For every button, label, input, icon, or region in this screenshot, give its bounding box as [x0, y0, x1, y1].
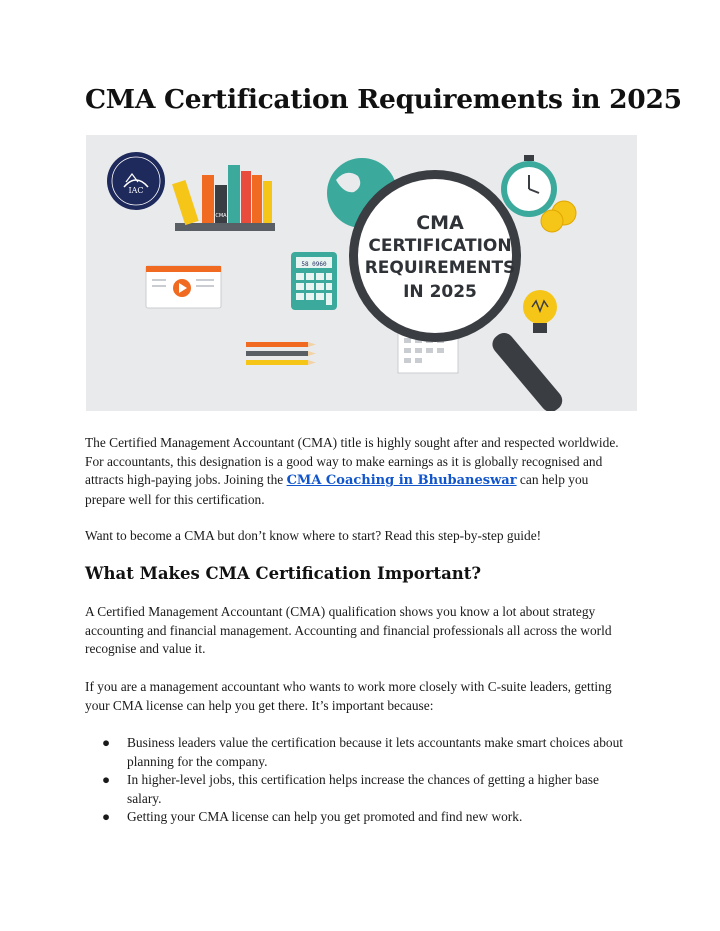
bullet-icon: ● [102, 735, 111, 750]
page-title: CMA Certification Requirements in 2025 [85, 84, 682, 115]
lightbulb-icon [523, 290, 557, 333]
books-shelf [172, 165, 275, 231]
video-player-icon [146, 266, 221, 308]
logo-text: IAC [128, 186, 144, 195]
bullet-icon: ● [102, 809, 111, 825]
svg-text:IN 2025: IN 2025 [403, 282, 477, 302]
clock-icon [501, 155, 557, 217]
section-paragraph-2: If you are a management accountant who wants to work more closely with C-suite leaders, getting your CMA license can help you get there. It’s important because: [85, 679, 612, 713]
section-heading: What Makes CMA Certification Important? [85, 564, 482, 583]
list-item: ● Business leaders value the certification because it lets accountants make smart choices about planning for the company. [102, 735, 624, 769]
svg-text:CERTIFICATION: CERTIFICATION [368, 236, 512, 256]
list-item: ● In higher-level jobs, this certification helps increase the chances of getting a higher base salary. [102, 772, 599, 806]
benefits-list [85, 734, 630, 827]
hero-image [86, 135, 637, 411]
pencils [246, 342, 316, 365]
section-paragraph-1: A Certified Management Accountant (CMA) qualification shows you know a lot about strategy accounting and financial management. Accounting and financial professionals all across the world recognise and value it. [85, 604, 612, 657]
cta-paragraph: Want to become a CMA but don’t know where to start? Read this step-by-step guide! [85, 528, 542, 543]
svg-text:REQUIREMENTS: REQUIREMENTS [364, 258, 516, 278]
list-item: ● Getting your CMA license can help you get promoted and find new work. [85, 808, 630, 827]
svg-text:58 0960: 58 0960 [301, 261, 327, 268]
svg-text:CMA: CMA [416, 212, 464, 234]
intro-paragraph: The Certified Management Accountant (CMA) title is highly sought after and respected worldwide. For accountants, this designation is a good way to make earnings as it is globally recognised and attracts high-paying jobs. Joining the CMA Coaching in Bhubaneswar can help you prepare well for this certification. [85, 435, 619, 507]
calculator-icon [291, 252, 337, 310]
logo-badge [107, 152, 165, 210]
cma-coaching-link[interactable]: CMA Coaching in Bhubaneswar [286, 473, 517, 489]
svg-text:CMA: CMA [215, 213, 227, 219]
bullet-icon: ● [102, 772, 111, 788]
